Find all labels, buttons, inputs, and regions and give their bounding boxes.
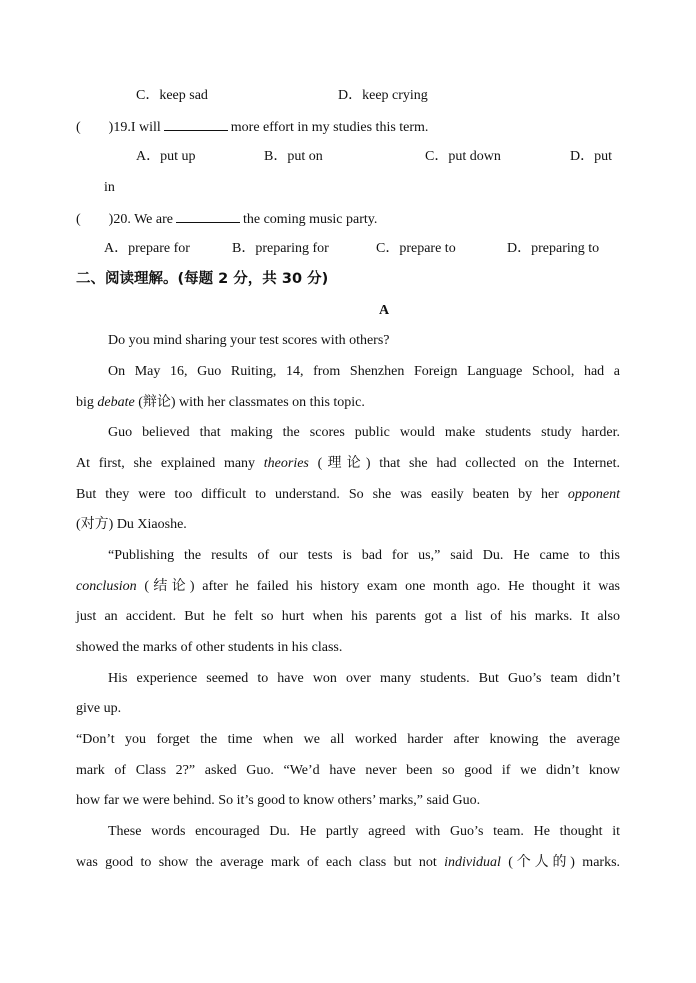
- passage-line-2: On May 16, Guo Ruiting, 14, from Shenzhen Foreign Language School, had a: [108, 364, 620, 379]
- q19-option-d-wrap: in: [104, 180, 115, 195]
- passage-line-8: “Publishing the results of our tests is bad for us,” said Du. He came to this: [108, 548, 620, 563]
- passage-line-5: [76, 455, 620, 473]
- text-run: But they were too difficult to understand. So she was easily beaten by her: [76, 487, 559, 502]
- passage-line-3: [76, 394, 365, 412]
- q19-option-b: B．put on: [264, 149, 323, 164]
- passage-line-17: These words encouraged Du. He partly agreed with Guo’s team. He thought it: [108, 824, 620, 839]
- q19-option-c: C．put down: [425, 149, 501, 164]
- passage-line-10: just an accident. But he felt so hurt when his parents got a list of his marks. It also: [76, 609, 620, 624]
- q20-option-b: B．preparing for: [232, 241, 329, 256]
- q20-stem: [76, 210, 377, 229]
- section-heading: 二、阅读理解。(每题 2 分，共 30 分): [76, 271, 329, 287]
- q20-option-a: A．prepare for: [104, 241, 190, 256]
- q19-paren: ( ): [76, 120, 114, 135]
- q20-after: the coming music party.: [242, 212, 378, 227]
- italic-term: individual: [444, 855, 501, 870]
- italic-term: conclusion: [76, 579, 137, 594]
- italic-term: debate: [97, 395, 135, 410]
- italic-term: theories: [263, 456, 309, 471]
- passage-line-1: Do you mind sharing your test scores with others?: [108, 333, 390, 348]
- passage-line-16: how far we were behind. So it’s good to know others’ marks,” said Guo.: [76, 793, 481, 808]
- passage-line-15: mark of Class 2?” asked Guo. “We’d have never been so good if we didn’t know: [76, 763, 620, 778]
- q20-option-c: C．prepare to: [376, 241, 456, 256]
- text-run: (结论) after he failed his history exam one month ago. He thought it was: [144, 579, 620, 594]
- text-run: (理论) that she had collected on the Internet.: [317, 456, 621, 471]
- q19-stem: [76, 118, 428, 137]
- q18-option-d: D．keep crying: [338, 88, 428, 103]
- italic-term: opponent: [567, 487, 620, 502]
- q19-option-a: A．put up: [136, 149, 196, 164]
- q19-before: 19.I will: [113, 120, 161, 135]
- q19-option-d: D．put: [570, 149, 612, 164]
- q19-blank: [164, 118, 228, 131]
- q20-blank: [176, 210, 240, 223]
- text-run: At first, she explained many: [76, 456, 256, 471]
- passage-line-4: Guo believed that making the scores public would make students study harder.: [108, 425, 620, 440]
- q18-option-c: C．keep sad: [136, 88, 208, 103]
- passage-line-12: His experience seemed to have won over many students. But Guo’s team didn’t: [108, 671, 620, 686]
- text-run: big: [76, 395, 98, 410]
- passage-line-9: [76, 578, 620, 596]
- q19-after: more effort in my studies this term.: [230, 120, 429, 135]
- text-run: was good to show the average mark of each class but not: [76, 855, 437, 870]
- q20-before: 20. We are: [113, 212, 173, 227]
- passage-line-14: “Don’t you forget the time when we all worked harder after knowing the average: [76, 732, 620, 747]
- q20-paren: ( ): [76, 212, 114, 227]
- q20-option-d: D．preparing to: [507, 241, 600, 256]
- passage-line-11: showed the marks of other students in his class.: [76, 640, 343, 655]
- passage-line-6: [76, 486, 620, 504]
- passage-line-7: (对方) Du Xiaoshe.: [76, 517, 187, 532]
- passage-letter: A: [379, 303, 390, 318]
- text-run: (个人的) marks.: [508, 855, 621, 870]
- passage-line-13: give up.: [76, 701, 122, 716]
- passage-line-18: [76, 854, 620, 872]
- text-run: (辩论) with her classmates on this topic.: [134, 395, 365, 410]
